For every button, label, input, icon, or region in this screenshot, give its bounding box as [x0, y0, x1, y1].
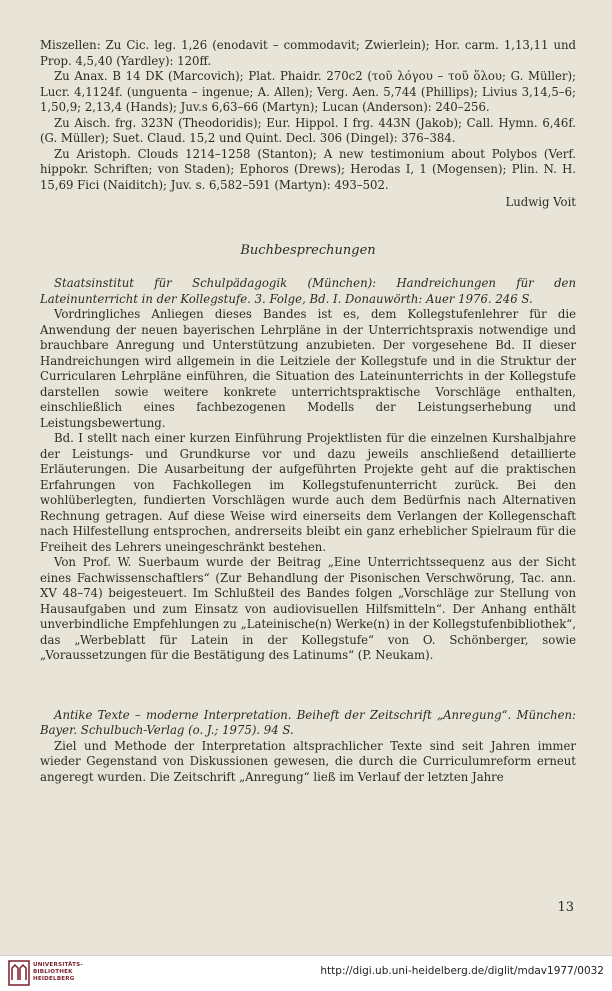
library-footer	[0, 955, 612, 991]
author-signature: Ludwig Voit	[505, 195, 576, 209]
section-heading: Buchbesprechungen	[240, 242, 376, 258]
review-paragraph: Vordringliches Anliegen dieses Bandes ist es, dem Kollegstufenlehrer für die Anwendung der neuen bayerischen Lehrpläne in der Unterrichtspraxis notwendige und brauchbare Anregung und Unterstützung anzubieten. Der vorgesehene Bd. II dieser Handreichungen wird allgemein in die Leitziele der Kollegstufe und in die Struktur der Curricularen Lehrpläne einführen, die Situation des Lateinunterrichts in der Kollegstufe darstellen sowie weitere konkrete unterrichtspraktische Vorschläge enthalten, einschließlich eines fachbezogenen Modells der Leistungserhebung und Leistungsbewertung.	[40, 307, 576, 430]
page-content	[40, 38, 576, 785]
miscellany-paragraph: Zu Aristoph. Clouds 1214–1258 (Stanton); A new testimonium about Polybos (Verf. hippokr. Schriften; von Staden); Ephoros (Drews); Herodas I, 1 (Mogensen); Plin. N. H. 15,69 Fici (Naiditch); Juv. s. 6,582–591 (Martyn): 493–502.	[40, 146, 576, 192]
source-url-link[interactable]: http://digi.ub.uni-heidelberg.de/diglit/mdav1977/0032	[320, 965, 604, 977]
library-name: UNIVERSITÄTS- BIBLIOTHEK HEIDELBERG	[33, 962, 83, 982]
review-citation: Staatsinstitut für Schulpädagogik (München): Handreichungen für den Lateinunterricht in der Kollegstufe. 3. Folge, Bd. I. Donauwörth: Auer 1976. 246 S.	[40, 276, 576, 306]
page-number: 13	[557, 900, 574, 915]
miscellany-paragraph: Miszellen: Zu Cic. leg. 1,26 (enodavit – commodavit; Zwierlein); Hor. carm. 1,13,11 und Prop. 4,5,40 (Yardley): 120ff.	[40, 38, 576, 68]
review-paragraph: Von Prof. W. Suerbaum wurde der Beitrag „Eine Unterrichtssequenz aus der Sicht eines Fachwissenschaftlers“ (Zur Behandlung der Pisonischen Verschwörung, Tac. ann. XV 48–74) beigesteuert. Im Schlußteil des Bandes folgen „Vorschläge zur Stellung von Hausaufgaben und zum Einsatz von audiovisuellen Hilfsmitteln“. Der Anhang enthält unverbindliche Empfehlungen zu „Lateinische(n) Werke(n) in der Kollegstufenbibliothek“, das „Werbeblatt für Latein in der Kollegstufe“ von O. Schönberger, sowie „Voraussetzungen für die Bestätigung des Latinums“ (P. Neukam).	[40, 555, 576, 662]
review-citation: Antike Texte – moderne Interpretation. Beiheft der Zeitschrift „Anregung“. München: Bayer. Schulbuch-Verlag (o. J.; 1975). 94 S.	[40, 707, 576, 737]
library-logo-icon	[8, 960, 30, 986]
review-paragraph: Bd. I stellt nach einer kurzen Einführung Projektlisten für die einzelnen Kurshalbjahre der Leistungs- und Grundkurse vor und dazu jeweils anschließend detaillierte Erläuterungen. Die Ausarbeitung der aufgeführten Projekte geht auf die praktischen Erfahrungen von Fachkollegen im Kollegstufenunterricht zurück. Bei den wohlüberlegten, fundierten Vorschlägen wurde auch dem Bedürfnis nach Alternativen Rechnung getragen. Auf diese Weise wird einerseits dem Verlangen der Kollegenschaft nach Hilfestellung entsprochen, andrerseits bleibt ein ganz erheblicher Spielraum für die Freiheit des Lehrers uneingeschränkt bestehen.	[40, 431, 576, 554]
review-paragraph: Ziel und Methode der Interpretation altsprachlicher Texte sind seit Jahren immer wieder Gegenstand von Diskussionen gewesen, die durch die Curriculumreform erneut angeregt wurden. Die Zeitschrift „Anregung“ ließ im Verlauf der letzten Jahre	[40, 738, 576, 784]
miscellany-paragraph: Zu Aisch. frg. 323N (Theodoridis); Eur. Hippol. I frg. 443N (Jakob); Call. Hymn. 6,46f. (G. Müller); Suet. Claud. 15,2 und Quint. Decl. 306 (Dingel): 376–384.	[40, 115, 576, 145]
miscellany-paragraph: Zu Anax. B 14 DK (Marcovich); Plat. Phaidr. 270c2 (τοῦ λόγου – τοῦ ὅλου; G. Müller); Lucr. 4,1124f. (unguenta – ingenue; A. Allen); Verg. Aen. 5,744 (Phillips); Livius 3,14,5–6; 1,50,9; 2,13,4 (Hands); Juv.s 6,63–66 (Martyn); Lucan (Anderson): 240–256.	[40, 69, 576, 114]
